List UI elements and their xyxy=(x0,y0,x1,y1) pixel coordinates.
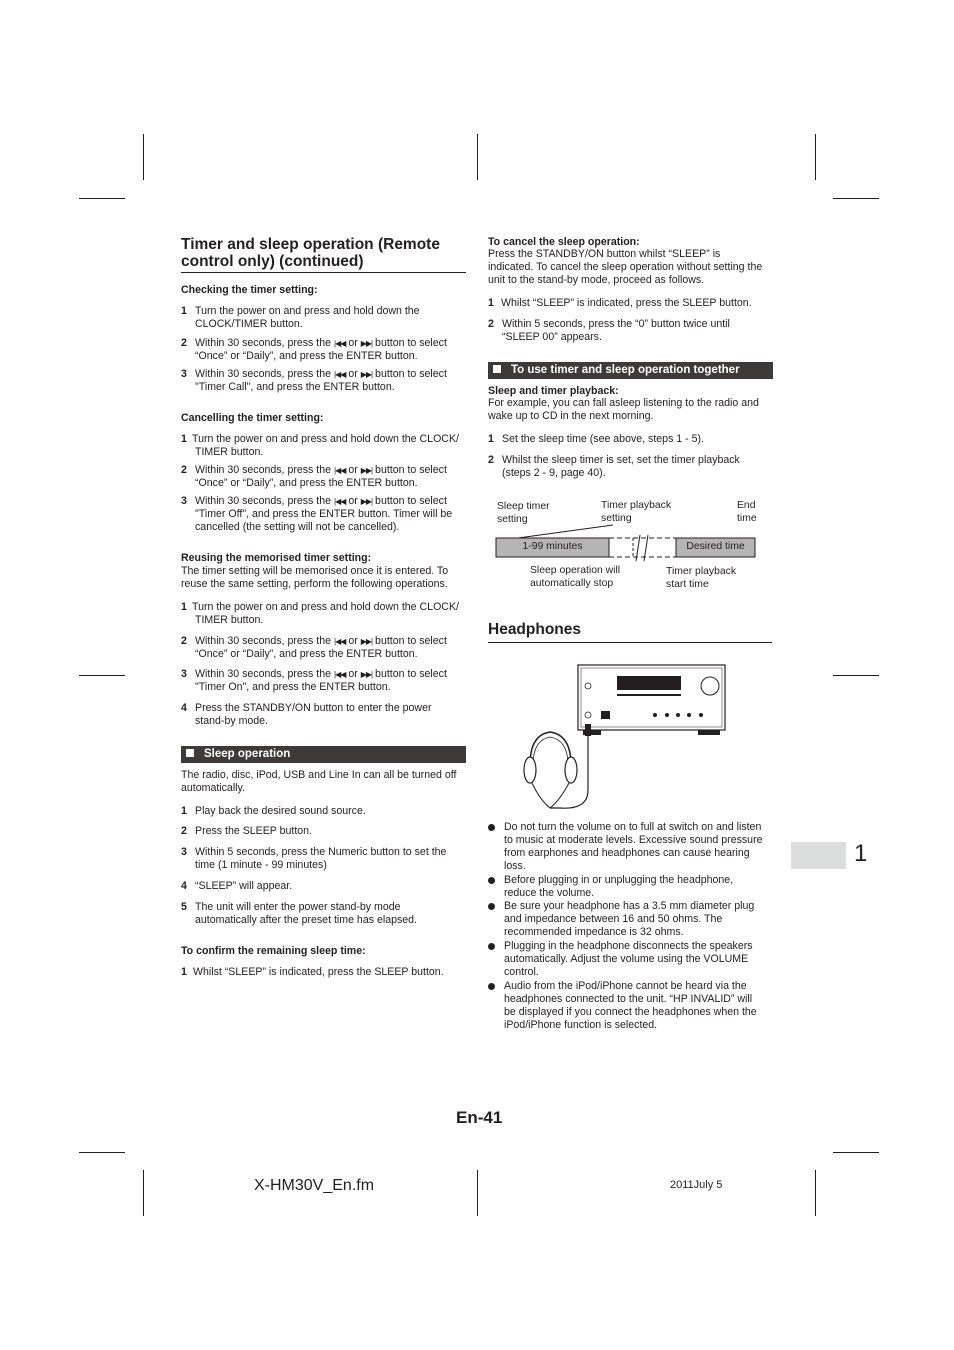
playback-text: For example, you can fall asleep listening to the radio and wake up to CD in the next morning. xyxy=(488,397,759,422)
sleep-operation-bar: Sleep operation xyxy=(181,746,466,763)
auto-stop-label: Sleep operation will automatically stop xyxy=(530,565,621,589)
crop-mark xyxy=(815,1170,816,1216)
reusing-heading: Reusing the memorised timer setting: xyxy=(181,552,372,564)
cancelling-heading: Cancelling the timer setting: xyxy=(181,412,324,424)
crop-mark xyxy=(79,675,125,676)
bullet-icon xyxy=(488,877,495,884)
crop-mark xyxy=(143,1170,144,1216)
chapter-tab xyxy=(791,842,846,869)
end-time-label: End time xyxy=(737,500,757,524)
playback-start-label: Timer playback start time xyxy=(666,566,737,590)
headphones-illustration xyxy=(515,660,735,815)
crop-mark xyxy=(833,198,879,199)
square-icon xyxy=(186,749,194,757)
sleep-timer-label: Sleep timer setting xyxy=(497,501,550,525)
previous-icon: |◀◀ xyxy=(333,497,346,506)
section-title: Timer and sleep operation (Remote control only) (continued) xyxy=(181,236,440,270)
bullet-icon xyxy=(488,903,495,910)
page-number: En-41 xyxy=(456,1108,503,1127)
next-icon: ▶▶| xyxy=(360,637,373,646)
square-icon xyxy=(493,365,501,373)
timeline-diagram xyxy=(488,495,773,595)
cancel-sleep-text: Press the STANDBY/ON button whilst “SLEEP” is indicated. To cancel the sleep operation without setting the unit to the stand-by mode, proceed as follows. xyxy=(488,248,763,286)
timer-playback-label: Timer playback setting xyxy=(601,500,672,524)
footer-date: 2011July 5 xyxy=(670,1179,723,1191)
previous-icon: |◀◀ xyxy=(333,670,346,679)
desired-time-label: Desired time xyxy=(686,541,745,552)
next-icon: ▶▶| xyxy=(360,370,373,379)
crop-mark xyxy=(833,1152,879,1153)
bullet-icon xyxy=(488,824,495,831)
playback-heading: Sleep and timer playback: xyxy=(488,385,619,397)
next-icon: ▶▶| xyxy=(360,466,373,475)
crop-mark xyxy=(815,134,816,180)
crop-mark xyxy=(477,1170,478,1216)
next-icon: ▶▶| xyxy=(360,670,373,679)
crop-mark xyxy=(143,134,144,180)
bullet-icon xyxy=(488,943,495,950)
reusing-intro: The timer setting will be memorised once it is entered. To reuse the same setting, perform the following operations. xyxy=(181,565,449,590)
previous-icon: |◀◀ xyxy=(333,370,346,379)
previous-icon: |◀◀ xyxy=(333,339,346,348)
headphones-title: Headphones xyxy=(488,621,582,638)
confirm-heading: To confirm the remaining sleep time: xyxy=(181,945,366,957)
bullet-icon xyxy=(488,983,495,990)
previous-icon: |◀◀ xyxy=(333,637,346,646)
crop-mark xyxy=(477,134,478,180)
title-rule xyxy=(181,272,466,273)
footer-filename: X-HM30V_En.fm xyxy=(254,1177,375,1194)
crop-mark xyxy=(79,198,125,199)
sleep-intro: The radio, disc, iPod, USB and Line In can all be turned off automatically. xyxy=(181,769,457,794)
next-icon: ▶▶| xyxy=(360,339,373,348)
chapter-number: 1 xyxy=(854,840,868,867)
minutes-box-label: 1-99 minutes xyxy=(522,541,583,552)
next-icon: ▶▶| xyxy=(360,497,373,506)
timer-sleep-together-bar: To use timer and sleep operation together xyxy=(488,362,773,379)
checking-heading: Checking the timer setting: xyxy=(181,284,318,296)
previous-icon: |◀◀ xyxy=(333,466,346,475)
crop-mark xyxy=(79,1152,125,1153)
cancel-sleep-heading: To cancel the sleep operation: xyxy=(488,236,640,248)
headphones-rule xyxy=(488,642,772,643)
crop-mark xyxy=(833,675,879,676)
